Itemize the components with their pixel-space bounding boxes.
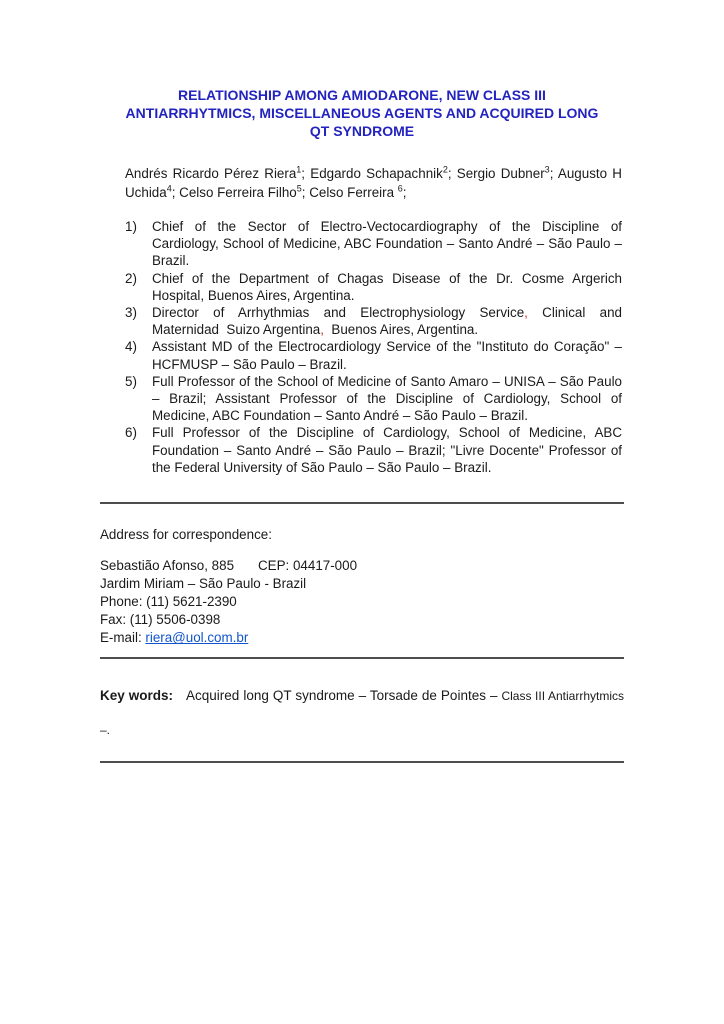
address-line-fax: Fax: (11) 5506-0398	[100, 612, 221, 628]
title-line-2: ANTIARRHYTMICS, MISCELLANEOUS AGENTS AND ACQUIRED LONG	[125, 105, 599, 121]
address-line-phone: Phone: (11) 5621-2390	[100, 594, 237, 610]
author-name: Celso Ferreira	[309, 184, 398, 200]
title-line-1: RELATIONSHIP AMONG AMIODARONE, NEW CLASS III	[178, 87, 546, 103]
keywords-label: Key words:	[100, 688, 174, 704]
affiliation-item	[125, 424, 622, 476]
address-line-district: Jardim Miriam – São Paulo - Brazil	[100, 576, 307, 592]
author-name: Augusto H Uchida	[125, 166, 622, 200]
author-superscript: 5	[296, 183, 302, 194]
email-link[interactable]: riera@uol.com.br	[145, 630, 249, 646]
author-separator: ;	[301, 184, 310, 200]
page-content	[100, 0, 624, 763]
authors-line	[125, 165, 622, 202]
address-street: Sebastião Afonso, 885	[100, 558, 235, 574]
author-separator: ;	[447, 166, 457, 181]
author-superscript: 4	[166, 183, 172, 194]
affiliation-text: Chief of the Department of Chagas Disease of the Dr. Cosme Argerich Hospital, Buenos Aires, Argentina.	[152, 270, 622, 303]
separator-line-2	[100, 657, 624, 659]
author-superscript: 3	[544, 164, 550, 175]
author-name: Edgardo Schapachnik	[310, 166, 443, 181]
affiliation-number: 6)	[125, 425, 137, 441]
email-label: E-mail:	[100, 630, 146, 646]
document-title	[100, 86, 624, 140]
affiliation-number: 2)	[125, 270, 137, 286]
author-name: Sergio Dubner	[456, 166, 545, 181]
affiliation-item	[125, 218, 622, 270]
author-superscript: 6	[397, 183, 403, 194]
keywords-paragraph	[100, 679, 624, 747]
affiliation-item	[125, 304, 622, 338]
author-separator: ;	[171, 184, 180, 200]
affiliation-number: 3)	[125, 305, 137, 321]
affiliation-item	[125, 373, 622, 425]
affiliation-item	[125, 270, 622, 304]
affiliations-list	[125, 218, 622, 476]
author-separator: ;	[402, 184, 407, 200]
separator-line-1	[100, 502, 624, 504]
author-name: Celso Ferreira Filho	[179, 184, 297, 200]
affiliation-number: 1)	[125, 219, 137, 234]
keywords-text: Acquired long QT syndrome – Torsade de Pointes –	[186, 688, 502, 704]
affiliation-text: Chief of the Sector of Electro-Vectocardiography of the Discipline of Cardiology, School of Medicine, ABC Foundation – Santo André – São Paulo – Brazil.	[152, 219, 622, 269]
correspondence-address	[100, 557, 624, 647]
title-line-3: QT SYNDROME	[309, 123, 415, 139]
address-cep: CEP: 04417-000	[258, 558, 358, 574]
affiliation-text: Director of Arrhythmias and Electrophysiology Service, Clinical and Maternidad Suizo Argentina, Buenos Aires, Argentina.	[152, 305, 622, 338]
author-superscript: 2	[442, 164, 448, 175]
address-line-email	[100, 629, 624, 647]
author-name: Andrés Ricardo Pérez Riera	[125, 166, 297, 181]
author-separator: ;	[301, 166, 311, 181]
correspondence-heading: Address for correspondence:	[100, 527, 272, 543]
address-line-street-cep	[100, 557, 624, 575]
affiliation-text: Assistant MD of the Electrocardiology Service of the "Instituto do Coração" – HCFMUSP – São Paulo – Brazil.	[152, 339, 622, 372]
author-separator: ;	[549, 166, 558, 181]
affiliation-number: 5)	[125, 373, 137, 389]
affiliation-item	[125, 338, 622, 372]
author-superscript: 1	[296, 164, 302, 175]
affiliation-number: 4)	[125, 339, 137, 355]
keywords-text-small: Class III Antiarrhytmics –.	[100, 689, 624, 738]
separator-line-3	[100, 761, 624, 763]
affiliation-text: Full Professor of the Discipline of Cardiology, School of Medicine, ABC Foundation – Santo André – São Paulo – Brazil; "Livre Docente" Professor of the Federal University of São Paulo – São Paulo – Brazil.	[152, 425, 622, 475]
affiliation-text: Full Professor of the School of Medicine of Santo Amaro – UNISA – São Paulo – Brazil; Assistant Professor of the Discipline of Cardiology, School of Medicine, ABC Foundation – Santo André – São Paulo – Brazil.	[152, 373, 622, 424]
